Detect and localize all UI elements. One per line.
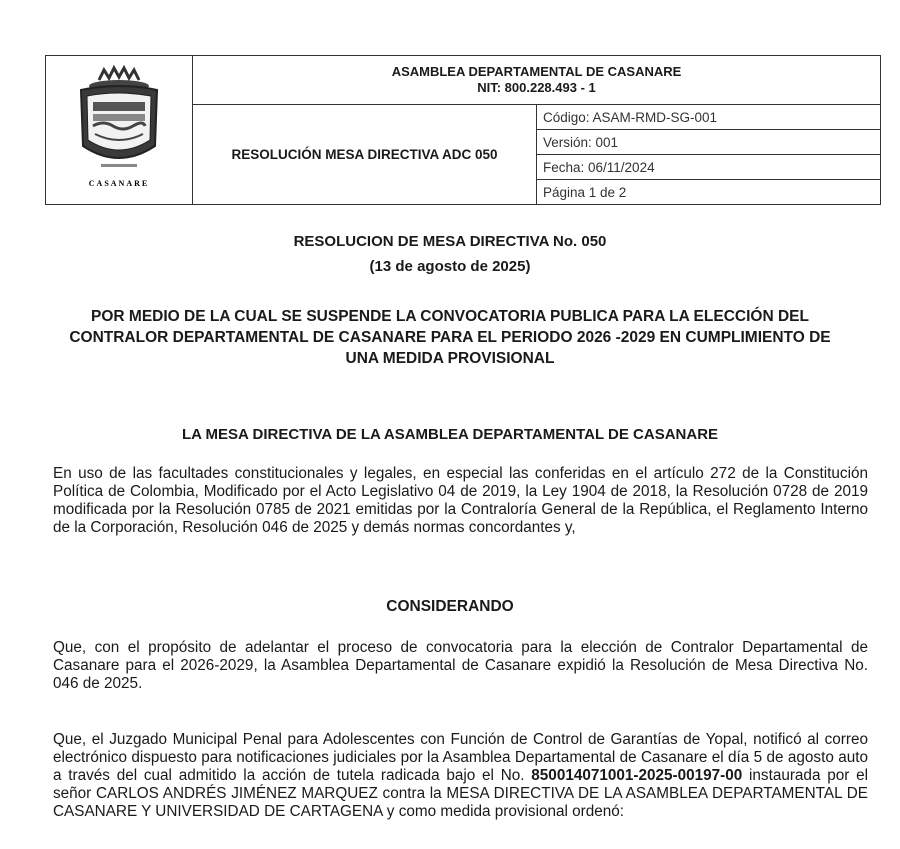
org-name: ASAMBLEA DEPARTAMENTAL DE CASANARE xyxy=(391,64,682,79)
casanare-seal-logo xyxy=(59,58,179,198)
para2-text-b: instaurada por el señor CARLOS ANDRÉS JIMÉNEZ MARQUEZ contra la MESA DIRECTIVA DE LA ASAMBLEA DEPARTAMENTAL DE CASANARE Y UNIVERSIDAD DE CARTAGENA y como medida provisional ordenó: xyxy=(53,767,868,820)
org-title-cell xyxy=(193,56,881,105)
logo-cell xyxy=(46,56,193,205)
meta-version: Versión: 001 xyxy=(537,130,881,155)
document-header-table xyxy=(45,55,881,205)
doc-issuer: LA MESA DIRECTIVA DE LA ASAMBLEA DEPARTAMENTAL DE CASANARE xyxy=(181,426,719,443)
considerando-paragraph-1: Que, con el propósito de adelantar el proceso de convocatoria para la elección de Contralor Departamental de Casanare para el 2026-2029, la Asamblea Departamental de Casanare expidió la Resolución de Mesa Directiva No. 046 de 2025. xyxy=(53,639,868,692)
meta-fecha: Fecha: 06/11/2024 xyxy=(537,155,881,180)
doc-subject: POR MEDIO DE LA CUAL SE SUSPENDE LA CONVOCATORIA PUBLICA PARA LA ELECCIÓN DEL CONTRALOR DEPARTAMENTAL DE CASANARE PARA EL PERIODO 2026 -2029 EN CUMPLIMIENTO DE UNA MEDIDA PROVISIONAL xyxy=(69,308,831,367)
doc-title: RESOLUCION DE MESA DIRECTIVA No. 050 xyxy=(293,233,607,250)
tutela-case-number: 850014071001-2025-00197-00 xyxy=(531,767,743,784)
resolution-title: RESOLUCIÓN MESA DIRECTIVA ADC 050 xyxy=(193,105,537,205)
meta-pagina: Página 1 de 2 xyxy=(537,180,881,205)
meta-codigo: Código: ASAM-RMD-SG-001 xyxy=(537,105,881,130)
para2-text-a: Que, el Juzgado Municipal Penal para Adolescentes con Función de Control de Garantías de Yopal, notificó al correo electrónico dispuesto para notificaciones judiciales por la Asamblea Departamental de Casanare el día 5 de agosto auto a través del cual admitido la acción de tutela radicada bajo el No. xyxy=(53,731,868,784)
doc-date: (13 de agosto de 2025) xyxy=(369,258,531,275)
preamble-paragraph: En uso de las facultades constitucionales y legales, en especial las conferidas en el artículo 272 de la Constitución Política de Colombia, Modificado por el Acto Legislativo 04 de 2019, la Ley 1904 de 2018, la Resolución 0728 de 2019 modificada por la Resolución 0785 de 2021 emitidas por la Contraloría General de la República, el Reglamento Interno de la Corporación, Resolución 046 de 2025 y demás normas concordantes y, xyxy=(53,465,868,536)
considerando-paragraph-2 xyxy=(53,731,868,821)
org-nit: NIT: 800.228.493 - 1 xyxy=(477,80,596,95)
considerando-heading: CONSIDERANDO xyxy=(386,598,514,615)
logo-text: CASANARE xyxy=(88,178,150,188)
